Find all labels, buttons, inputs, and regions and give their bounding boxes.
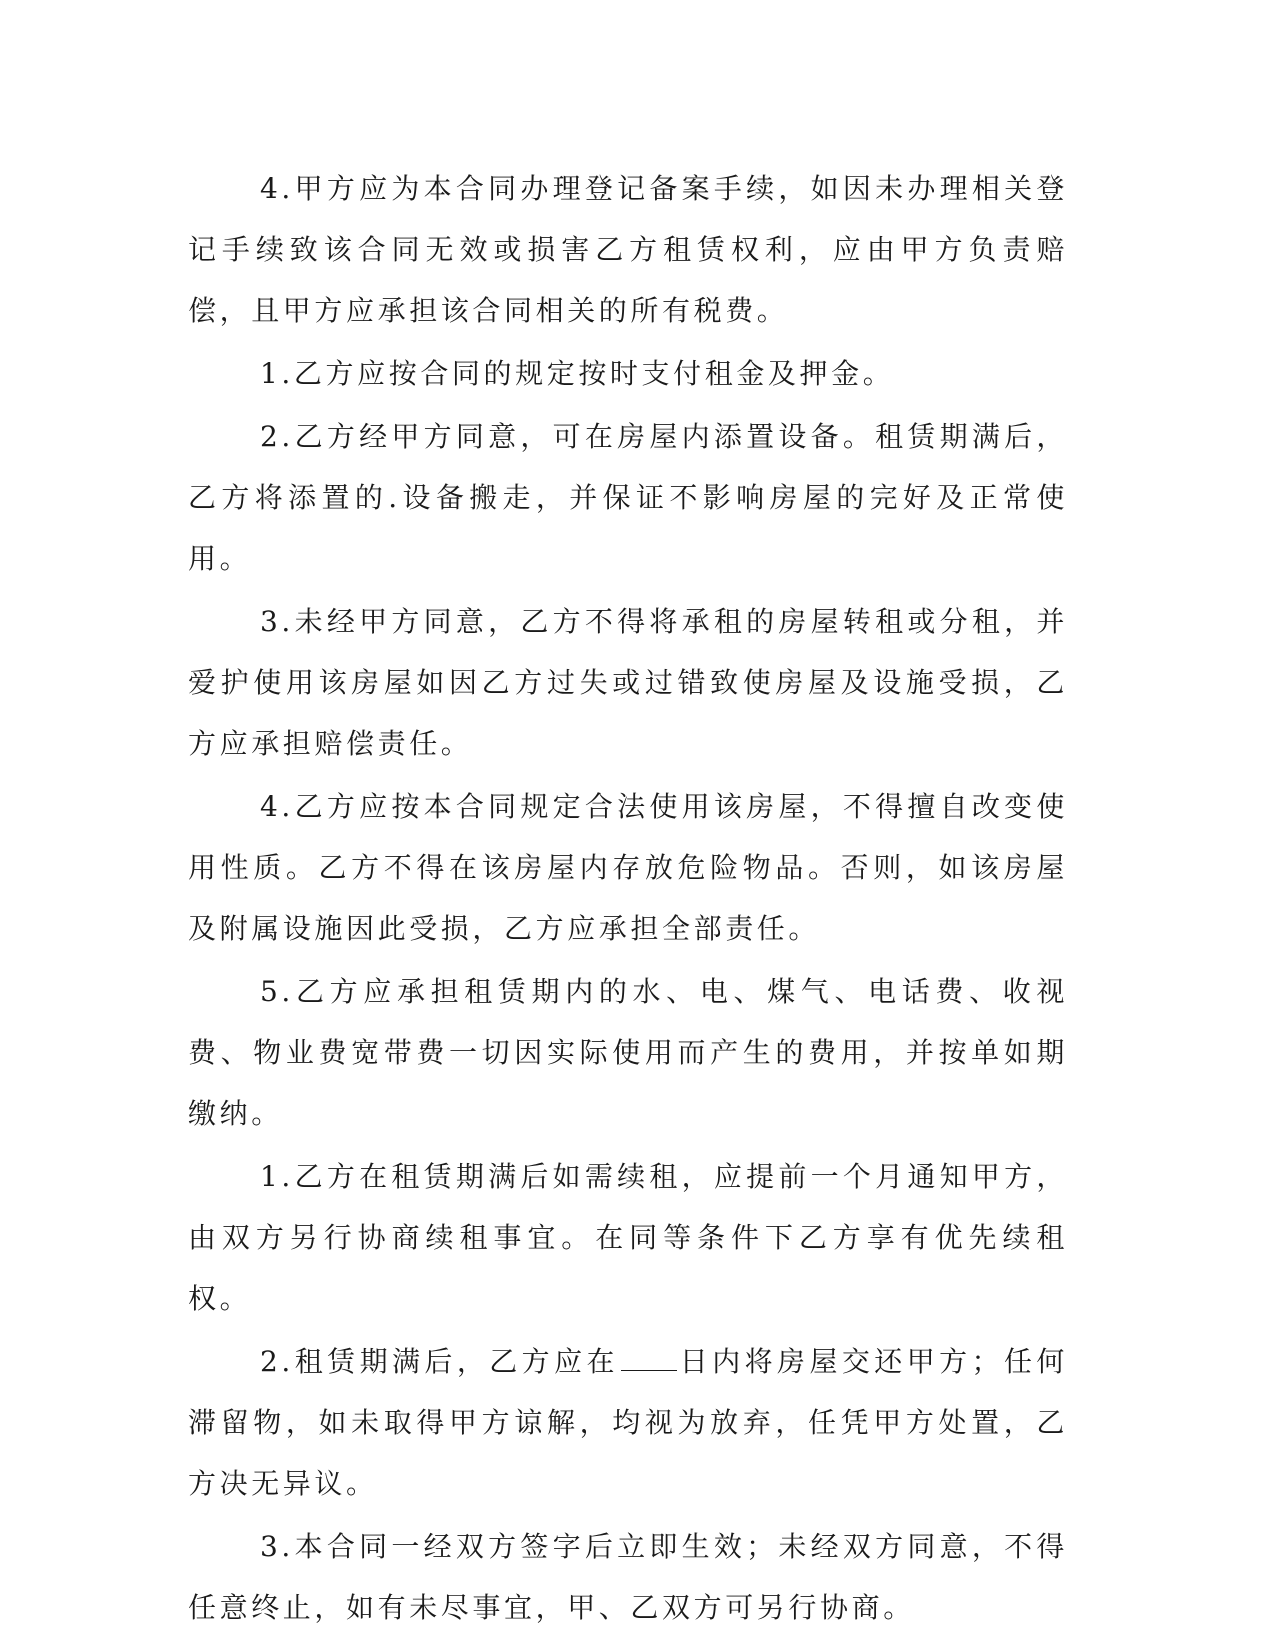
paragraph-tenant-sublet: 3.未经甲方同意，乙方不得将承租的房屋转租或分租，并爱护使用该房屋如因乙方过失或过错致使房屋及设施受损，乙方应承担赔偿责任。	[188, 605, 1068, 760]
return-text-after-blank: 日内将房屋交还甲方；任何滞留物，如未取得甲方谅解，均视为放弃，任凭甲方处置，乙方决无异议。	[188, 1345, 1069, 1500]
return-text-before-blank: 2.租赁期满后，乙方应在	[260, 1345, 619, 1378]
document-page	[188, 158, 1068, 1640]
paragraph-tenant-lawful-use: 4.乙方应按本合同规定合法使用该房屋，不得擅自改变使用性质。乙方不得在该房屋内存放危险物品。否则，如该房屋及附属设施因此受损，乙方应承担全部责任。	[188, 790, 1068, 945]
paragraph-return-property	[188, 1331, 1068, 1514]
paragraph-tenant-rent-payment: 1.乙方应按合同的规定按时支付租金及押金。	[260, 357, 895, 390]
days-blank-line	[621, 1340, 677, 1371]
paragraph-tenant-utilities: 5.乙方应承担租赁期内的水、电、煤气、电话费、收视费、物业费宽带费一切因实际使用而产生的费用，并按单如期缴纳。	[188, 975, 1068, 1130]
paragraph-landlord-registration: 4.甲方应为本合同办理登记备案手续，如因未办理相关登记手续致该合同无效或损害乙方租赁权利，应由甲方负责赔偿，且甲方应承担该合同相关的所有税费。	[188, 172, 1068, 327]
paragraph-effective: 3.本合同一经双方签字后立即生效；未经双方同意，不得任意终止，如有未尽事宜，甲、乙双方可另行协商。	[188, 1530, 1068, 1624]
paragraph-tenant-equipment: 2.乙方经甲方同意，可在房屋内添置设备。租赁期满后，乙方将添置的.设备搬走，并保证不影响房屋的完好及正常使用。	[188, 420, 1068, 575]
paragraph-renewal: 1.乙方在租赁期满后如需续租，应提前一个月通知甲方，由双方另行协商续租事宜。在同等条件下乙方享有优先续租权。	[188, 1160, 1068, 1315]
